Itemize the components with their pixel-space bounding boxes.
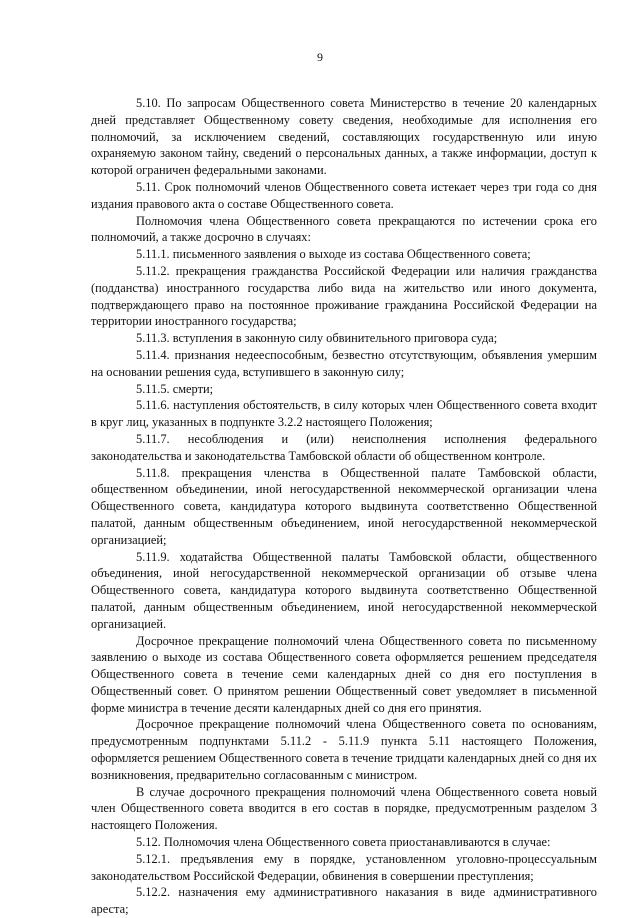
paragraph-5-12-2: 5.12.2. назначения ему административного наказания в виде административного ареста; (91, 885, 597, 917)
paragraph-termination-intro: Полномочия члена Общественного совета прекращаются по истечении срока его полномочий, а также досрочно в случаях: (91, 213, 597, 245)
paragraph-early-termination-application: Досрочное прекращение полномочий члена Общественного совета по письменному заявлению о выходе из состава Общественного совета оформляется решением председателя Общественного совета в течение семи календарных дней со дня его поступления в Общественный совет. О принятом решении Общественный совет уведомляет в письменной форме министра в течение десяти календарных дней со дня его принятия. (91, 633, 597, 715)
paragraph-5-11-9: 5.11.9. ходатайства Общественной палаты Тамбовской области, общественного объединения, иной негосударственной некоммерческой организации об отзыве члена Общественного совета, кандидатура которого выдвинута соответственно Общественной палатой, данным общественным объединением, иной негосударственной некоммерческой организацией. (91, 549, 597, 631)
paragraph-5-11-4: 5.11.4. признания недееспособным, безвестно отсутствующим, объявления умершим на основании решения суда, вступившего в законную силу; (91, 347, 597, 379)
paragraph-5-12-1: 5.12.1. предъявления ему в порядке, установленном уголовно-процессуальным законодательством Российской Федерации, обвинения в совершении преступления; (91, 851, 597, 883)
paragraph-early-termination-grounds: Досрочное прекращение полномочий члена Общественного совета по основаниям, предусмотренным подпунктами 5.11.2 - 5.11.9 пункта 5.11 настоящего Положения, оформляется решением Общественного совета в течение тридцати календарных дней со дня их возникновения, предварительно согласованным с министром. (91, 717, 597, 782)
page-number: 9 (317, 50, 323, 64)
paragraph-5-11: 5.11. Срок полномочий членов Общественного совета истекает через три года со дня издания правового акта о составе Общественного совета. (91, 179, 597, 211)
paragraph-5-12: 5.12. Полномочия члена Общественного совета приостанавливаются в случае: (136, 835, 551, 850)
paragraph-new-member: В случае досрочного прекращения полномочий члена Общественного совета новый член Общественного совета вводится в его состав в порядке, предусмотренным разделом 3 настоящего Положения. (91, 784, 597, 833)
paragraph-5-11-6: 5.11.6. наступления обстоятельств, в силу которых член Общественного совета входит в круг лиц, указанных в подпункте 3.2.2 настоящего Положения; (91, 398, 597, 430)
document-body (91, 95, 597, 918)
paragraph-5-11-2: 5.11.2. прекращения гражданства Российской Федерации или наличия гражданства (подданства) иностранного государства либо вида на жительство или иного документа, подтверждающего право на постоянное проживание гражданина Российской Федерации на территории иностранного государства; (91, 263, 597, 329)
paragraph-5-10: 5.10. По запросам Общественного совета Министерство в течение 20 календарных дней представляет Общественному совету сведения, необходимые для исполнения его полномочий, за исключением сведений, составляющих государственную или иную охраняемую законом тайну, сведений о персональных данных, а также информации, доступ к которой ограничен федеральными законами. (91, 96, 597, 178)
paragraph-5-11-7: 5.11.7. несоблюдения и (или) неисполнения исполнения федерального законодательства и законодательства Тамбовской области об общественном контроле. (91, 431, 597, 463)
paragraph-5-11-3: 5.11.3. вступления в законную силу обвинительного приговора суда; (136, 331, 498, 346)
paragraph-5-11-5: 5.11.5. смерти; (136, 381, 214, 396)
paragraph-5-11-8: 5.11.8. прекращения членства в Общественной палате Тамбовской области, общественном объединении, иной негосударственной некоммерческой организации члена Общественного совета, кандидатура которого выдвинута соответственно Общественной палатой, данным общественным объединением, иной негосударственной некоммерческой организацией; (91, 465, 597, 547)
paragraph-5-11-1: 5.11.1. письменного заявления о выходе из состава Общественного совета; (136, 247, 531, 262)
